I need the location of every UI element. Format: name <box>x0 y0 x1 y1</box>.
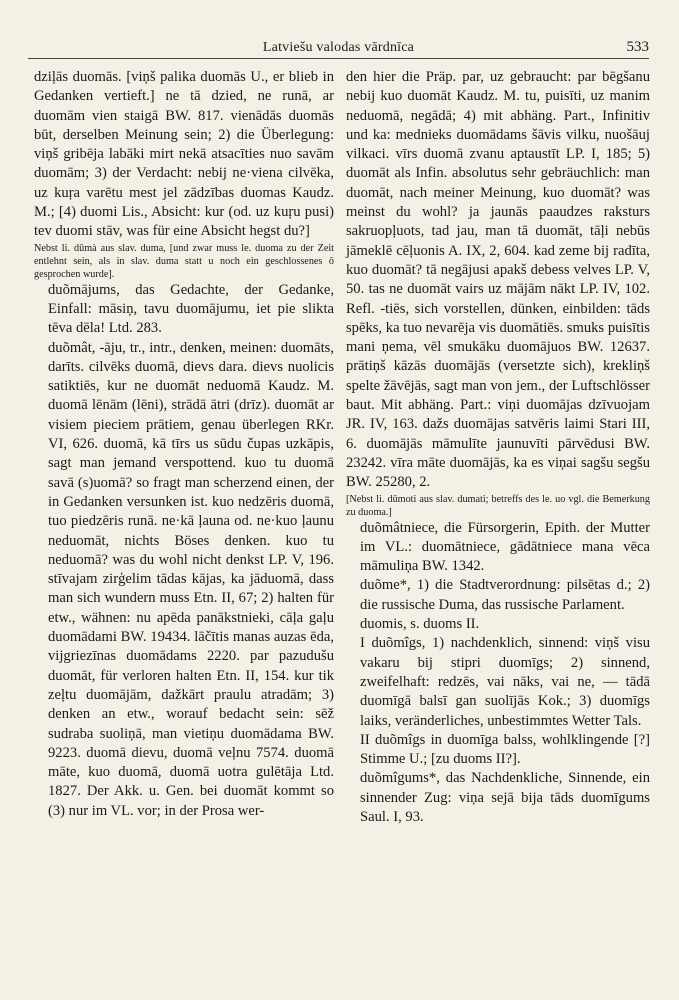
dictionary-entry: I duõmîgs, 1) nachdenklich, sinnend: viņš visu vakaru bij stipri duomīgs; 2) sinnend, zweifelhaft: redzēs, vai nāks, vai ne, — tādā duomīgā balsī gan suolījās Kok.; 3) duomīgs laiks, veränderliches, unbestimmtes Wetter Tals. <box>360 635 650 729</box>
page-number: 533 <box>626 39 649 55</box>
dictionary-entry: II duõmîgs in duomīga balss, wohlklingende [?] Stimme U.; [zu duoms II?]. <box>360 731 650 768</box>
dictionary-entry: dziļās duomās. [viņš palika duomās U., er blieb in Gedanken vertieft.] ne tā dzied, ne runā, ar duomām vien staigā BW. 817. vienādās duomās būt, derselben Meinung sein; 2) die Überlegung: viņš gribēja labāki mirt nekā atsacīties nuo savām duomām; 3) der Verdacht: nebij ne·viena cilvēka, uz kuŗa varētu mest jel zādzības duomas Kaudz. M.; [4) duomi Lis., Absicht: kur (od. uz kuŗu pusi) tev duomi stāv, was für eine Absicht hegst du?] <box>34 69 334 240</box>
dictionary-entry: duõmât, -āju, tr., intr., denken, meinen: duomāts, darīts. cilvēks duomā, dievs dara. dievs nuolicis satiktiēs, kur ne duomāt neduomā Kaudz. M. duomā lēnām (lēni), strādā ātri (drīz). duomāt ar visiem pieciem prātiem, genau überlegen RKr. VI, 626. duomā, kā tīrs us sūdu čupas uzkāpis, sagt man jemand verspottend. kuo tu duomā savā (s)uomā? so fragt man scherzend einen, der in Gedanken versunken ist. kuo nedzēris duomā, tuo piedzēris runā. ne·kā ļauna od. ne·kuo ļaunu neduomāt, nichts Böses denken. kuo tu neduomā? was du wohl nicht denkst LP. V, 196. stīvajam zirģelim tādas kājas, ka jāduomā, dass man sich wundern muss Etn. II, 67; 2) halten für etw., wähnen: nu apēda panākstnieki, cāļa gaļu duomādami BW. 19434. lāčītis manas auzas ēda, vijgriezīnas duomādams 2220. par pazudušu duomāt, für verloren halten Etn. II, 154. kur tik zeļtu duomājām, dažkārt praulu atradām; 3) denken an etw., worauf bedacht sein: sēž sudraba suoliņā, man vietiņu duomādama BW. 9223. duomā dievu, duomā veļnu 7574. duomā māte, kuo duomā, duomā uotra gulētāja Ltd. 1827. Der Akk. u. Gen. bei duomāt kommt so (3) nur im VL. vor; in der Prosa wer- <box>48 339 334 819</box>
left-column <box>34 68 334 821</box>
running-title: Latviešu valodas vārdnīca <box>262 40 415 55</box>
right-column <box>346 68 650 827</box>
dictionary-entry: duõmâtniece, die Fürsorgerin, Epith. der Mutter im VL.: duomātniece, gādātniece mana vēca māmuliņa BW. 1342. <box>360 519 650 575</box>
dictionary-entry: den hier die Präp. par, uz gebraucht: par bēgšanu nebij kuo duomāt Kaudz. M. tu, puisīti, uz manim neduomā, negādā; 4) mit abhäng. Part., Infinitiv und ka: mednieks duomādams šāvis vilku, nuošāuj vilkaci. vīrs duomā zvanu aptaustīt LP. I, 185; 5) duomāt als Infin. absolutus sehr gebräuchlich: man duomāt, nach meiner Meinung, kuo duomāt? was meinst du wohl? ja jaunās paaudzes raksturs sakruopļuots, tad jau, man tā duomāt, tāļi nebūs jāmeklē cēļuonis A. IX, 2, 604. kad zeme bij radīta, kuo duomāt? tā negājusi apakš debess velves LP. V, 50. tas ne duomāt vairs uz mājām nākt LP. IV, 102. Refl. -tiēs, sich vorstellen, dünken, einbilden: tāds spēks, ka tuo nevarēja vis duomātiēs. smuks puisītis mani ņema, vēl smukāku duomājuos BW. 12637. prātiņš kāzās duomājās (versetzte sich), krekliņš spelte žāvējās, sagt man von jem., der Luftschlösser baut. Mit abhäng. Part.: viņi duomājas dzīvuojam JR. IV, 163. dažs duomājas satvēris laimi Stari III, 6. duomājās māmulīte jaunuvīti pārvēdusi BW. 23242. vīra māte duomājās, ka es viņai sagšu segšu BW. 25280, 2. <box>346 69 650 491</box>
dictionary-entry: duõme*, 1) die Stadtverordnung: pilsētas d.; 2) die russische Duma, das russische Parlament. <box>360 577 650 613</box>
etymology-note: [Nebst li. dūmoti aus slav. dumati; betreffs des le. uo vgl. die Bemerkung zu duoma.] <box>346 493 650 518</box>
page-header <box>28 38 649 59</box>
dictionary-entry: duõmājums, das Gedachte, der Gedanke, Einfall: māsiņ, tavu duomājumu, iet pie slikta tēva dēla! Ltd. 283. <box>48 281 334 337</box>
dictionary-entry: duõmîgums*, das Nachdenkliche, Sinnende, ein sinnender Zug: viņa sejā bija tāds duomīgums Saul. I, 93. <box>360 770 650 825</box>
dictionary-entry: duomis, s. duoms II. <box>360 616 480 633</box>
etymology-note: Nebst li. dūmà aus slav. duma, [und zwar muss le. duoma zu der Zeit entlehnt sein, als in slav. duma statt u noch ein geschlossenes ô gesprochen wurde]. <box>34 242 334 280</box>
